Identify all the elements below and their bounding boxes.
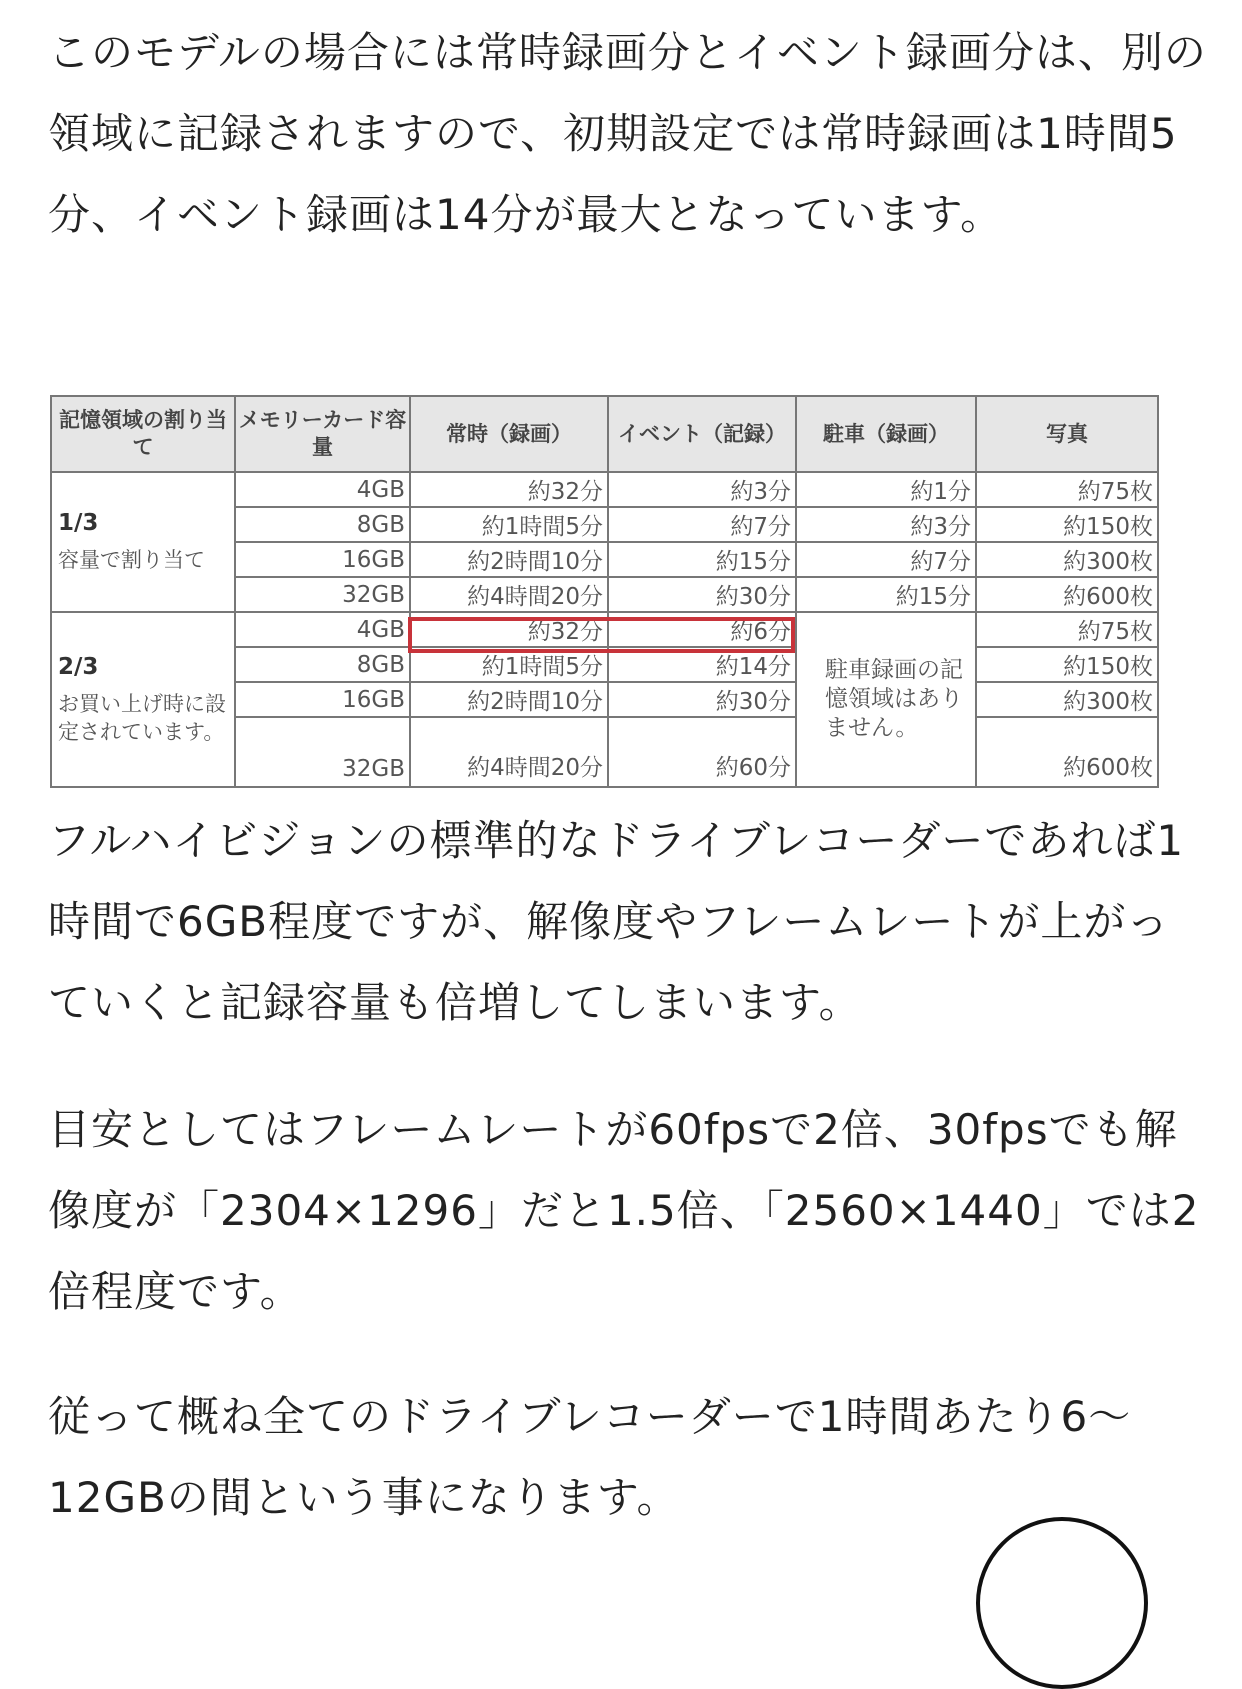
header-capacity: メモリーカード容量: [235, 396, 410, 472]
cell-normal: 約4時間20分: [410, 717, 608, 787]
table-row: [51, 472, 1158, 507]
conclusion-paragraph: 従って概ね全てのドライブレコーダーで1時間あたり6～12GBの間という事になります。: [48, 1392, 1132, 1522]
parking-not-available-note: 駐車録画の記憶領域はありません。: [796, 612, 976, 787]
recording-capacity-table-image: [50, 395, 1157, 782]
cell-normal: 約2時間10分: [410, 542, 608, 577]
cell-capacity: 8GB: [235, 507, 410, 542]
intro-paragraph: このモデルの場合には常時録画分とイベント録画分は、別の領域に記録されますので、初期設定では常時録画は1時間5分、イベント録画は14分が最大となっています。: [48, 28, 1207, 239]
group-1-label: [51, 472, 235, 612]
header-parking: 駐車（録画）: [796, 396, 976, 472]
cell-normal: 約4時間20分: [410, 577, 608, 612]
cell-event: 約14分: [608, 647, 796, 682]
cell-photo: 約150枚: [976, 507, 1158, 542]
cell-parking: 約15分: [796, 577, 976, 612]
header-normal: 常時（録画）: [410, 396, 608, 472]
scroll-top-button[interactable]: [976, 1517, 1148, 1689]
cell-capacity: 16GB: [235, 682, 410, 717]
group-1-title: 1/3: [58, 510, 99, 536]
cell-normal: 約2時間10分: [410, 682, 608, 717]
table-header-row: [51, 396, 1158, 472]
cell-photo: 約600枚: [976, 717, 1158, 787]
cell-parking: 約1分: [796, 472, 976, 507]
header-photo: 写真: [976, 396, 1158, 472]
cell-photo: 約600枚: [976, 577, 1158, 612]
cell-capacity: 4GB: [235, 472, 410, 507]
recording-capacity-table: [50, 395, 1159, 788]
group-1-desc: 容量で割り当て: [58, 548, 205, 572]
cell-event: 約3分: [608, 472, 796, 507]
cell-photo: 約300枚: [976, 542, 1158, 577]
cell-event: 約30分: [608, 682, 796, 717]
cell-normal: 約1時間5分: [410, 647, 608, 682]
cell-event: 約15分: [608, 542, 796, 577]
cell-normal: 約1時間5分: [410, 507, 608, 542]
cell-normal: 約32分: [410, 612, 608, 647]
cell-event: 約30分: [608, 577, 796, 612]
cell-photo: 約300枚: [976, 682, 1158, 717]
cell-event: 約6分: [608, 612, 796, 647]
cell-capacity: 4GB: [235, 612, 410, 647]
cell-event: 約7分: [608, 507, 796, 542]
cell-event: 約60分: [608, 717, 796, 787]
cell-capacity: 16GB: [235, 542, 410, 577]
cell-parking: 約3分: [796, 507, 976, 542]
framerate-paragraph: 目安としてはフレームレートが60fpsで2倍、30fpsでも解像度が「2304×1296」だと1.5倍、「2560×1440」では2倍程度です。: [48, 1105, 1200, 1316]
resolution-paragraph: フルハイビジョンの標準的なドライブレコーダーであれば1時間で6GB程度ですが、解像度やフレームレートが上がっていくと記録容量も倍増してしまいます。: [48, 816, 1185, 1027]
cell-parking: 約7分: [796, 542, 976, 577]
group-2-title: 2/3: [58, 653, 99, 680]
cell-photo: 約75枚: [976, 612, 1158, 647]
group-2-label: [51, 612, 235, 787]
group-2-desc: お買い上げ時に設定されています。: [58, 691, 226, 744]
cell-photo: 約75枚: [976, 472, 1158, 507]
cell-capacity: 8GB: [235, 647, 410, 682]
cell-capacity: 32GB: [235, 717, 410, 787]
header-event: イベント（記録）: [608, 396, 796, 472]
cell-photo: 約150枚: [976, 647, 1158, 682]
cell-capacity: 32GB: [235, 577, 410, 612]
cell-normal: 約32分: [410, 472, 608, 507]
table-row: [51, 612, 1158, 647]
header-alloc: 記憶領域の割り当て: [51, 396, 235, 472]
